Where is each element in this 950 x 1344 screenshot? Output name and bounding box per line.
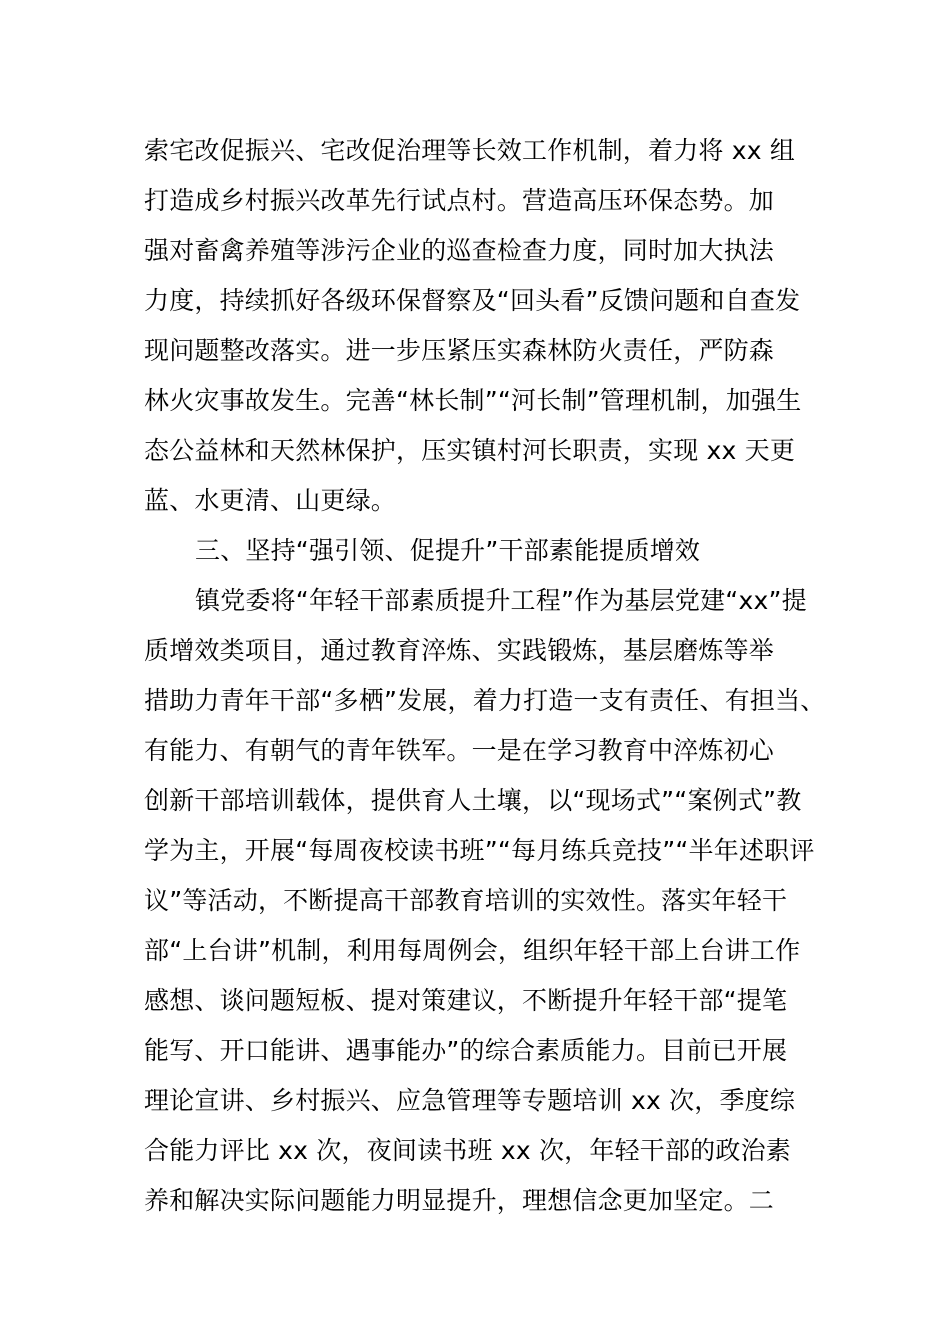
paragraph-line: 有能力、有朝气的青年铁军。一是在学习教育中淬炼初心 xyxy=(144,736,775,765)
paragraph-line: 养和解决实际问题能力明显提升，理想信念更加坚定。二 xyxy=(144,1186,775,1215)
paragraph-line: 蓝、水更清、山更绿。 xyxy=(144,486,397,515)
paragraph-line: 部“上台讲”机制，利用每周例会，组织年轻干部上台讲工作 xyxy=(144,936,801,965)
paragraph-line: 议”等活动，不断提高干部教育培训的实效性。落实年轻干 xyxy=(144,886,788,915)
paragraph-line: 镇党委将“年轻干部素质提升工程”作为基层党建“xx”提 xyxy=(195,586,807,615)
paragraph-line: 能写、开口能讲、遇事能办”的综合素质能力。目前已开展 xyxy=(144,1036,788,1065)
paragraph-1 xyxy=(144,126,844,526)
paragraph-line: 感想、谈问题短板、提对策建议，不断提升年轻干部“提笔 xyxy=(144,986,788,1015)
paragraph-line: 打造成乡村振兴改革先行试点村。营造高压环保态势。加 xyxy=(144,186,775,215)
paragraph-line: 态公益林和天然林保护，压实镇村河长职责，实现 xx 天更 xyxy=(144,436,796,465)
paragraph-line: 理论宣讲、乡村振兴、应急管理等专题培训 xx 次，季度综 xyxy=(144,1086,796,1115)
section-heading: 三、坚持“强引领、促提升”干部素能提质增效 xyxy=(195,536,701,565)
paragraph-line: 学为主，开展“每周夜校读书班”“每月练兵竞技”“半年述职评 xyxy=(144,836,815,865)
paragraph-line: 林火灾事故发生。完善“林长制”“河长制”管理机制，加强生 xyxy=(144,386,802,415)
document-body xyxy=(144,126,844,1226)
paragraph-line: 索宅改促振兴、宅改促治理等长效工作机制，着力将 xx 组 xyxy=(144,136,796,165)
paragraph-line: 合能力评比 xx 次，夜间读书班 xx 次，年轻干部的政治素 xyxy=(144,1136,791,1165)
paragraph-line: 创新干部培训载体，提供育人土壤，以“现场式”“案例式”教 xyxy=(144,786,802,815)
paragraph-line: 质增效类项目，通过教育淬炼、实践锻炼，基层磨炼等举 xyxy=(144,636,775,665)
paragraph-line: 现问题整改落实。进一步压紧压实森林防火责任，严防森 xyxy=(144,336,775,365)
paragraph-2 xyxy=(144,576,844,1226)
paragraph-line: 措助力青年干部“多栖”发展，着力打造一支有责任、有担当、 xyxy=(144,686,826,715)
paragraph-line: 强对畜禽养殖等涉污企业的巡查检查力度，同时加大执法 xyxy=(144,236,775,265)
paragraph-line: 力度，持续抓好各级环保督察及“回头看”反馈问题和自查发 xyxy=(144,286,801,315)
